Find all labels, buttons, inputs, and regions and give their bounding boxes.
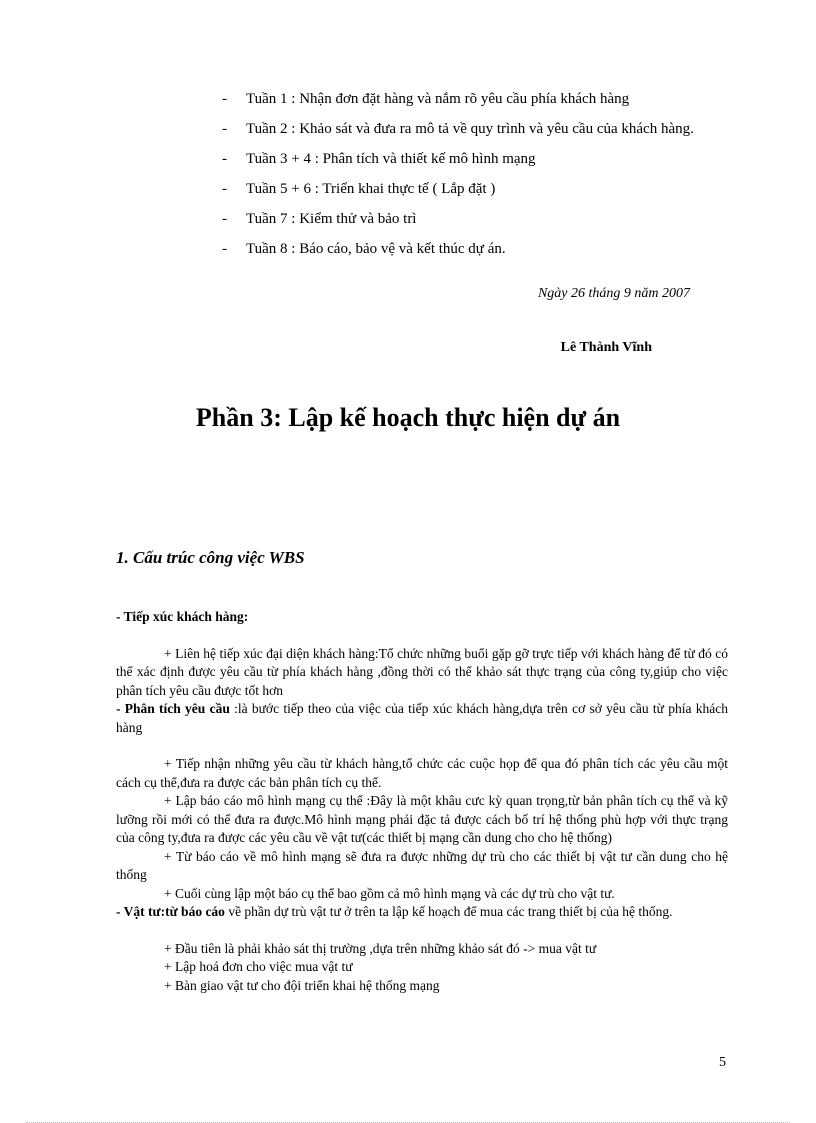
supply-label: - Vật tư:từ báo cáo xyxy=(116,904,225,919)
schedule-item: - Tuần 5 + 6 : Triển khai thực tế ( Lắp đặt ) xyxy=(222,174,726,204)
schedule-item: - Tuần 2 : Khảo sát và đưa ra mô tả về quy trình và yêu cầu của khách hàng. xyxy=(222,114,726,144)
section-title: 1. Cấu trúc công việc WBS xyxy=(116,548,305,567)
bullet-dash: - xyxy=(222,91,227,107)
supply-item: + Bàn giao vật tư cho đội triển khai hệ thống mạng xyxy=(164,977,440,993)
supply-item: + Lập hoá đơn cho việc mua vật tư xyxy=(164,959,353,974)
schedule-item: - Tuần 3 + 4 : Phân tích và thiết kế mô hình mạng xyxy=(222,144,726,174)
schedule-item: - Tuần 7 : Kiểm thử và bảo trì xyxy=(222,204,726,234)
signature-author: Lê Thành Vĩnh xyxy=(560,340,652,355)
part-title: Phần 3: Lập kế hoạch thực hiện dự án xyxy=(195,403,621,432)
supply-text: về phần dự trù vật tư ở trên ta lập kế hoạch để mua các trang thiết bị của hệ thống. xyxy=(224,904,673,919)
document-body xyxy=(116,608,728,995)
bullet-dash: - xyxy=(222,241,227,257)
customer-heading: - Tiếp xúc khách hàng: xyxy=(116,609,249,624)
analysis-label: - Phân tích yêu cầu xyxy=(116,701,230,716)
analysis-text: :là bước tiếp theo của việc của tiếp xúc khách hàng,dựa trên cơ sở yêu cầu từ phía khách hàng xyxy=(116,701,728,735)
schedule-item: - Tuần 8 : Báo cáo, bảo vệ và kết thúc dự án. xyxy=(222,234,726,264)
bullet-dash: - xyxy=(222,181,227,197)
analysis-paragraph xyxy=(116,700,728,737)
schedule-item: - Tuần 1 : Nhận đơn đặt hàng và nắm rõ yêu cầu phía khách hàng xyxy=(222,84,726,114)
analysis-item: + Cuối cùng lập một báo cụ thể bao gồm cả mô hình mạng và các dự trù cho vật tư. xyxy=(164,885,615,901)
bullet-dash: - xyxy=(222,121,227,137)
bullet-dash: - xyxy=(222,151,227,167)
page-number: 5 xyxy=(719,1055,726,1070)
bullet-dash: - xyxy=(222,211,227,227)
analysis-item: + Từ báo cáo về mô hình mạng sẽ đưa ra được những dự trù cho các thiết bị vật tư cần dung cho hệ thống xyxy=(116,848,728,882)
supply-item: + Đầu tiên là phải khảo sát thị trường ,dựa trên những khảo sát đó -> mua vật tư xyxy=(164,940,597,956)
signature-date: Ngày 26 tháng 9 năm 2007 xyxy=(537,286,690,301)
analysis-item: + Lập báo cáo mô hình mạng cụ thể :Đây là một khâu cưc kỳ quan trọng,từ bản phân tích cụ thể và kỹ lưỡng rồi mới có thể đưa ra được.Mô hình mạng phải đặc tả được cách bố trí hệ thống phù hợp với thực trạng của công ty,đưa ra được các yêu cầu về vật tư(các thiết bị mạng cần dung cho cho hệ thống) xyxy=(116,793,728,845)
schedule-list xyxy=(222,84,726,264)
customer-paragraph: + Liên hệ tiếp xúc đại diện khách hàng:Tổ chức những buổi gặp gỡ trực tiếp với khách hàng để từ đó có thể xác định được yêu cầu từ phía khách hàng ,đồng thời có thể khảo sát thực trạng của công ty,giúp cho việc phân tích yêu cầu được tốt hơn xyxy=(116,645,728,698)
supply-paragraph xyxy=(116,903,728,922)
analysis-item: + Tiếp nhận những yêu cầu từ khách hàng,tổ chức các cuộc họp để qua đó phân tích các yêu cầu một cách cụ thể,đưa ra được các bản phân tích cụ thể. xyxy=(116,756,728,790)
